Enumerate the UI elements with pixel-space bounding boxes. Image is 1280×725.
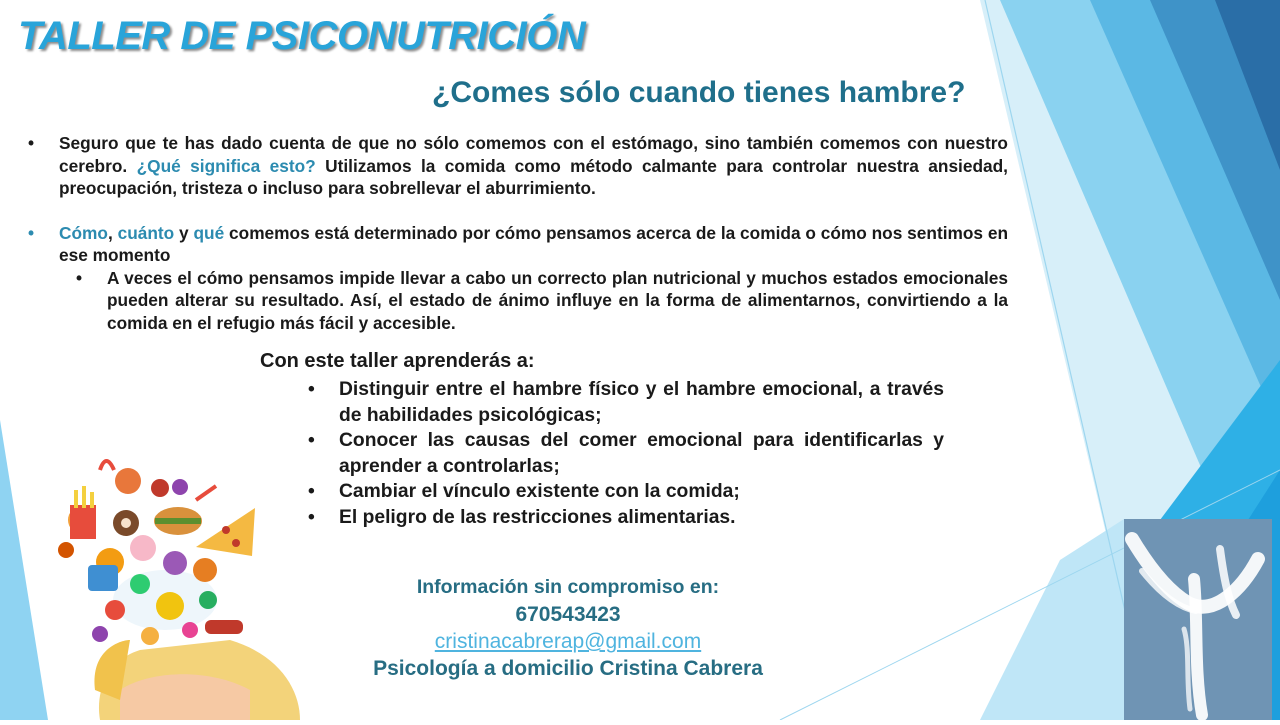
bullet-dot: • — [28, 222, 35, 243]
brush-logo-icon — [1124, 519, 1272, 720]
contact-phone: 670543423 — [515, 603, 621, 626]
highlight-que: qué — [193, 222, 225, 243]
learn-section — [260, 350, 944, 530]
list-item — [308, 505, 944, 531]
left-accent-shape — [0, 420, 48, 720]
sub-bullet-text: A veces el cómo pensamos impide llevar a cabo un correcto plan nutricional y muchos estados emocionales pueden alterar su resultado. Así, el estado de ánimo influye en la forma de alimentarnos, convirtiendo a la comida en el refugio más fácil y accesible. — [107, 267, 1008, 333]
bullet-dot: • — [76, 267, 83, 288]
list-item — [308, 428, 944, 479]
contact-info — [330, 574, 806, 683]
page-subtitle: ¿Comes sólo cuando tienes hambre? — [432, 76, 966, 109]
bullet-dot: • — [308, 379, 315, 400]
bullet-text-b: Utilizamos la comida como método calmante para controlar nuestra ansiedad, preocupación, tristeza o incluso para sobrellevar el aburrimiento. — [59, 155, 1008, 198]
bullet-stomach-brain — [28, 132, 1008, 200]
highlight-cuanto: cuánto — [117, 222, 175, 243]
list-item-text: Cambiar el vínculo existente con la comida; — [339, 481, 740, 502]
bullet-text-a: Seguro que te has dado cuenta de que no sólo comemos con el estómago, sino también comemos con nuestro cerebro. — [59, 133, 1008, 176]
bullet-highlight-question: ¿Qué significa esto? — [136, 155, 316, 176]
separator-1: , — [107, 222, 118, 243]
list-item-text: Conocer las causas del comer emocional para identificarlas y aprender a controlarlas; — [339, 430, 944, 477]
learn-intro: Con este taller aprenderás a: — [260, 350, 535, 372]
contact-email-link[interactable]: cristinacabrerap@gmail.com — [434, 630, 702, 653]
brand-logo — [1124, 519, 1272, 720]
list-item-text: Distinguir entre el hambre físico y el hambre emocional, a través de habilidades psicológicas; — [339, 379, 944, 426]
list-item-text: El peligro de las restricciones alimentarias. — [339, 506, 736, 528]
separator-2: y — [174, 222, 194, 243]
highlight-como: Cómo — [59, 222, 108, 243]
list-item — [308, 479, 944, 505]
bullet-how-what — [28, 222, 1008, 267]
contact-organization: Psicología a domicilio Cristina Cabrera — [373, 657, 763, 680]
learn-list — [308, 377, 944, 530]
bottom-facet-pale — [980, 519, 1124, 720]
bullet-dot: • — [308, 481, 315, 502]
bullet-dot: • — [28, 133, 35, 153]
page-title: TALLER DE PSICONUTRICIÓN — [18, 14, 586, 58]
intro-bullets — [28, 132, 1008, 334]
bullet-dot: • — [308, 506, 315, 528]
bullet-dot: • — [308, 430, 315, 451]
sub-bullet-emotional-state — [76, 267, 1008, 335]
bullet-text: comemos está determinado por cómo pensamos acerca de la comida o cómo nos sentimos en ese momento — [59, 222, 1009, 265]
list-item — [308, 377, 944, 428]
contact-label: Información sin compromiso en: — [416, 576, 720, 598]
